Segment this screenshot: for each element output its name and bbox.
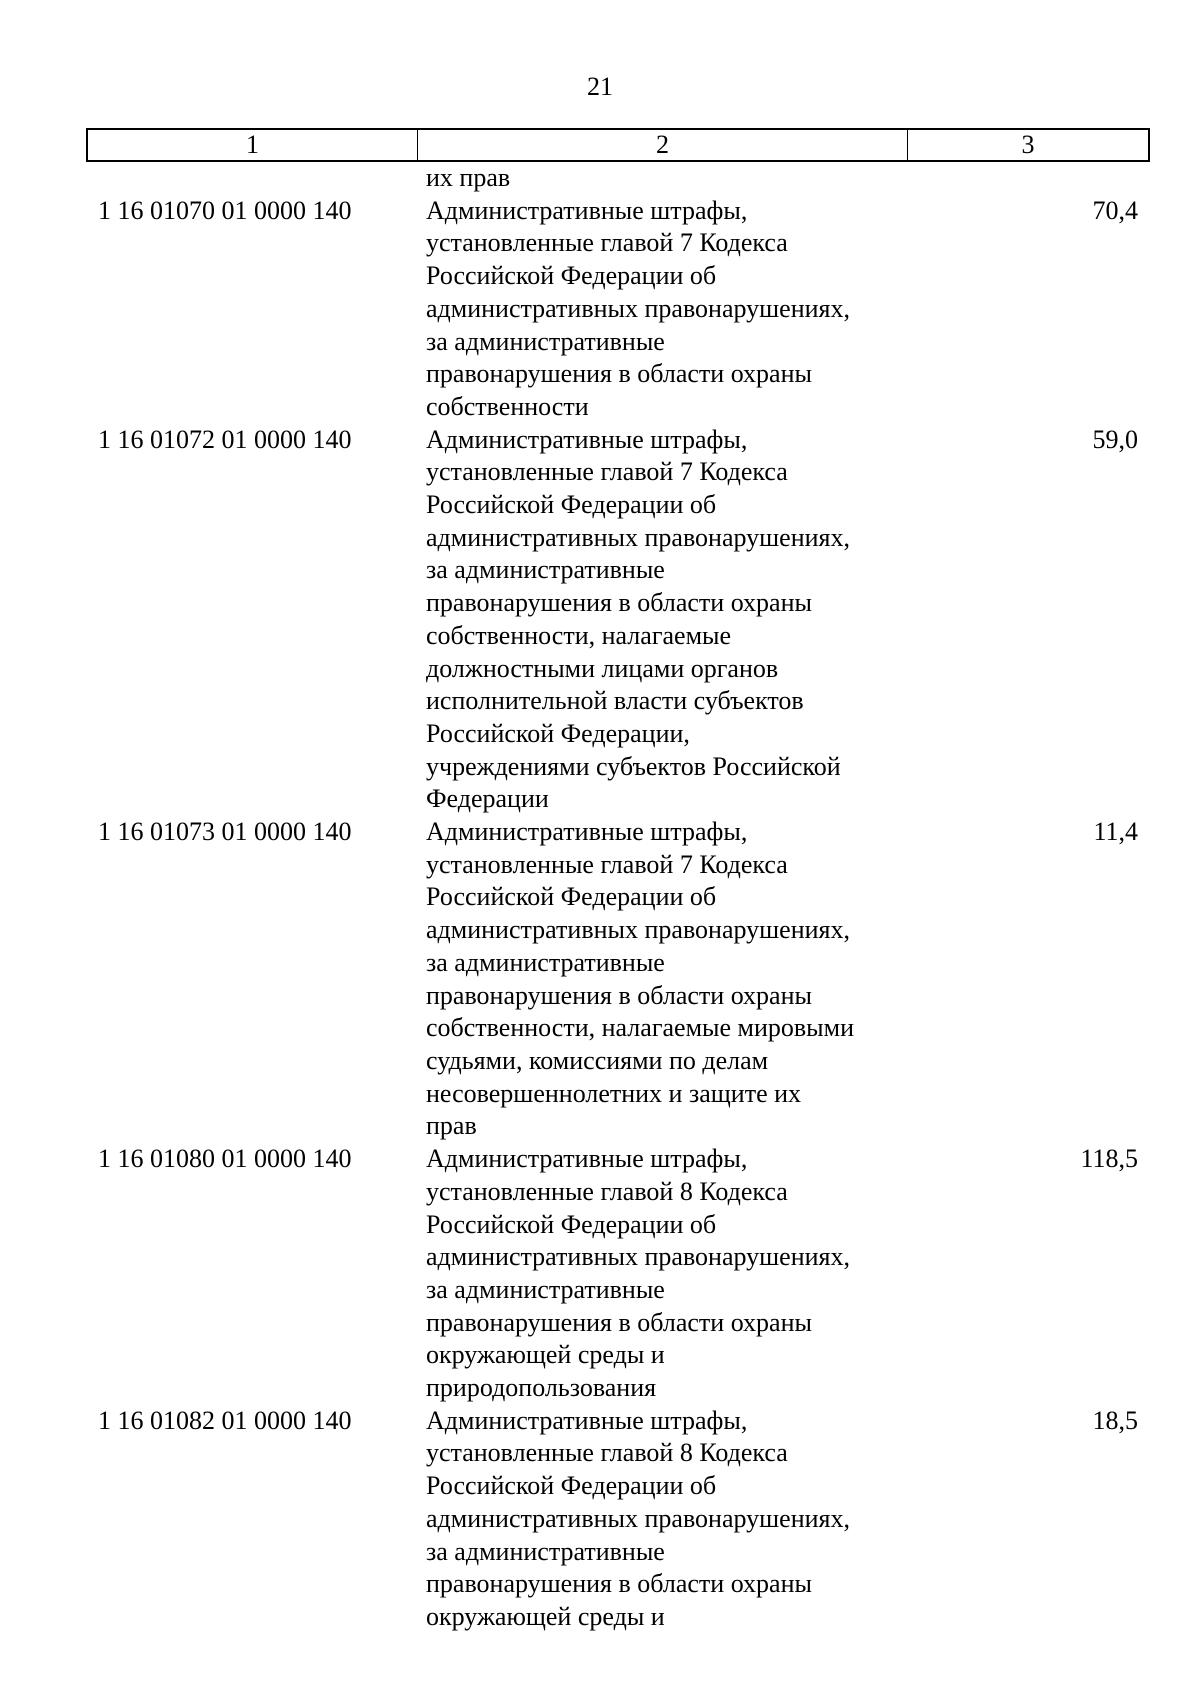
description-line: Административные штрафы, <box>426 1405 748 1435</box>
description-line: правонарушения в области охраны <box>426 1569 812 1599</box>
row-code: 1 16 01073 01 0000 140 <box>98 817 352 847</box>
description-line: административных правонарушениях, <box>426 522 850 552</box>
description-line: Административные штрафы, <box>426 1144 748 1174</box>
description-line: должностными лицами органов <box>426 653 779 683</box>
table-row <box>86 1405 1150 1634</box>
table-body <box>86 162 1150 1634</box>
description-line: судьями, комиссиями по делам <box>426 1045 769 1075</box>
description-line: природопользования <box>426 1373 657 1403</box>
row-description <box>416 1143 906 1405</box>
description-line: несовершеннолетних и защите их <box>426 1078 802 1108</box>
description-line: правонарушения в области охраны <box>426 1307 812 1337</box>
description-line: собственности, налагаемые <box>426 620 732 650</box>
row-description <box>416 162 906 195</box>
description-line: за административные <box>426 1274 665 1304</box>
description-line: Российской Федерации об <box>426 261 717 291</box>
row-code: 1 16 01082 01 0000 140 <box>98 1405 352 1435</box>
row-description <box>416 424 906 816</box>
description-line: административных правонарушениях, <box>426 1242 850 1272</box>
table-header <box>86 128 1150 162</box>
description-line: установленные главой 7 Кодекса <box>426 457 788 487</box>
row-amount: 59,0 <box>1092 424 1138 454</box>
description-line: административных правонарушениях, <box>426 293 850 323</box>
description-line: административных правонарушениях, <box>426 915 850 945</box>
description-line: правонарушения в области охраны <box>426 980 812 1010</box>
description-line: собственности, налагаемые мировыми <box>426 1013 855 1043</box>
row-amount: 118,5 <box>1080 1144 1138 1174</box>
description-line: Административные штрафы, <box>426 195 748 225</box>
description-line: Российской Федерации об <box>426 1209 717 1239</box>
description-line: прав <box>426 1111 477 1141</box>
description-line: Российской Федерации об <box>426 490 717 520</box>
row-description <box>416 195 906 424</box>
row-amount: 70,4 <box>1092 195 1138 225</box>
description-line: учреждениями субъектов Российской <box>426 751 841 781</box>
row-amount: 11,4 <box>1093 817 1138 847</box>
row-description <box>416 1405 906 1634</box>
table-row <box>86 1143 1150 1405</box>
description-line: Федерации <box>426 784 549 814</box>
row-description <box>416 816 906 1143</box>
description-line: окружающей среды и <box>426 1601 665 1631</box>
description-line: Российской Федерации, <box>426 718 690 748</box>
description-line: правонарушения в области охраны <box>426 588 812 618</box>
description-line: Административные штрафы, <box>426 817 748 847</box>
description-line: установленные главой 8 Кодекса <box>426 1438 788 1468</box>
header-col-1: 1 <box>88 130 418 160</box>
description-line: установленные главой 7 Кодекса <box>426 849 788 879</box>
description-line: административных правонарушениях, <box>426 1503 850 1533</box>
row-code: 1 16 01080 01 0000 140 <box>98 1144 352 1174</box>
description-line: за административные <box>426 1536 665 1566</box>
description-line: за административные <box>426 326 665 356</box>
header-col-2: 2 <box>418 130 908 160</box>
description-line: их прав <box>426 163 511 192</box>
table-row <box>86 816 1150 1143</box>
description-line: установленные главой 7 Кодекса <box>426 228 788 258</box>
description-line: Административные штрафы, <box>426 424 748 454</box>
table-row <box>86 424 1150 816</box>
description-line: правонарушения в области охраны <box>426 359 812 389</box>
description-line: собственности <box>426 391 589 421</box>
description-line: за административные <box>426 947 665 977</box>
description-line: за административные <box>426 555 665 585</box>
row-amount: 18,5 <box>1092 1405 1138 1435</box>
page-number: 21 <box>587 72 613 101</box>
rows-container <box>86 195 1150 1634</box>
description-line: установленные главой 8 Кодекса <box>426 1176 788 1206</box>
row-code: 1 16 01070 01 0000 140 <box>98 195 352 225</box>
table-row <box>86 195 1150 424</box>
header-col-3: 3 <box>1021 130 1035 159</box>
description-line: исполнительной власти субъектов <box>426 686 804 716</box>
description-line: Российской Федерации об <box>426 1471 717 1501</box>
continuation-row <box>86 162 1150 195</box>
row-code: 1 16 01072 01 0000 140 <box>98 424 352 454</box>
description-line: окружающей среды и <box>426 1340 665 1370</box>
description-line: Российской Федерации об <box>426 882 717 912</box>
